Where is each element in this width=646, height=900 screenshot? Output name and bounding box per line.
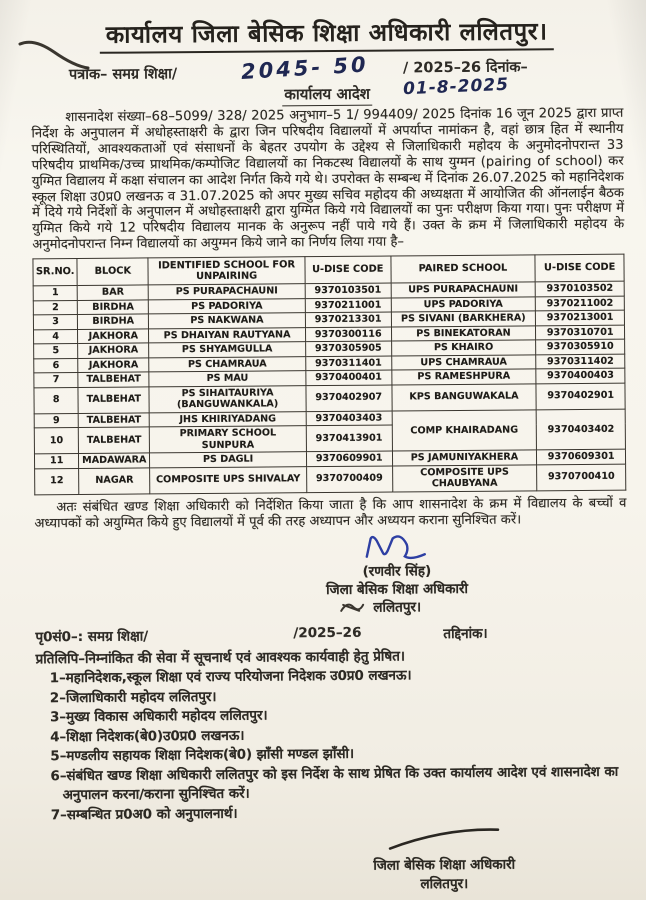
endorsement-number-label: पृ0सं0–: समग्र शिक्षा/ (35, 628, 149, 646)
cell-paired-udise-code: 9370700410 (537, 464, 626, 491)
cell-block: TALBEHAT (78, 372, 149, 387)
cell-block: BIRDHA (78, 314, 149, 329)
cell-paired-udise-code: 9370609301 (537, 449, 626, 464)
officer-place: ललितपुर। (373, 599, 422, 617)
cell-identified-school: PS PURAPACHAUNI (148, 284, 305, 300)
order-paragraph: शासनादेश संख्या–68–5099/ 328/ 2025 अनुभाग–5 1/ 994409/ 2025 दिनांक 16 जून 2025 द्वारा प्राप्त निर्देश के अनुपालन में अधोहस्ताक्षरी के द्वारा जिन परिषदीय विद्यालयों में अपर्याप्त नामांकन है, वहां छात्र हित में स्थानीय परिस्थितियों, आवश्यकताओं एवं संसाधनों के बेहतर उपयोग के उद्देश्य से जिलाधिकारी महोदय के अनुमोदनोपरान्त 33 परिषदीय प्राथमिक/उच्च प्राथमिक/कम्पोजिट विद्यालयों का निकटस्थ विद्यालयों के साथ युग्मन (pairing of school) कर युग्मित विद्यालय में कक्षा संचालन का आदेश निर्गत किये गये थे। उपरोक्त के सम्बन्ध में दिनांक 26.07.2025 को महानिदेशक स्कूल शिक्षा उ0प्र0 लखनऊ व 31.07.2025 को अपर मुख्य सचिव महोदय की अध्यक्षता में आयोजित की ऑनलाईन बैठक में दिये गये निर्देशों के अनुपालन में अधोहस्ताक्षरी द्वारा युग्मित किये गये विद्यालयों का पुनः परीक्षण किया गया। पुनः परीक्षण में युग्मित किये गये 12 परिषदीय विद्यालय मानक के अनुरूप नहीं पाये गये हैं। उक्त के क्रम में जिलाधिकारी महोदय के अनुमोदनोपरान्त निम्न विद्यालयों का अयुग्मन किये जाने का निर्णय लिया गया है– (31, 105, 625, 253)
cell-paired-udise-code: 9370213001 (536, 310, 625, 325)
office-title: कार्यालय जिला बेसिक शिक्षा अधिकारी ललितपुर। (100, 14, 554, 54)
letter-year-label: / 2025–26 दिनांक– (402, 59, 528, 77)
cell-block: BAR (77, 285, 148, 300)
cell-srno: 8 (34, 387, 79, 413)
cell-paired-school: PS JAMUNIYAKHERA (392, 450, 537, 466)
bottom-designation: जिला बेसिक शिक्षा अधिकारी (373, 857, 516, 875)
cell-paired-school: PS RAMESHPURA (391, 369, 536, 385)
officer-place-row (287, 598, 507, 618)
header-identified-school: IDENTIFIED SCHOOL FOR UNPAIRING (148, 257, 305, 285)
document-content (31, 14, 630, 898)
cell-identified-school: PS DHAIYAN RAUTYANA (149, 327, 306, 343)
cell-identified-school: PS PADORIYA (148, 298, 305, 314)
cell-srno: 1 (33, 286, 77, 301)
cell-udise-code: 9370300116 (305, 327, 391, 342)
distribution-item: 6–संबंधित खण्ड शिक्षा अधिकारी ललितपुर को इस निर्देश के साथ प्रेषित कि उक्त कार्यालय आदेश एवं शासनादेश का अनुपालन करना/कराना सुनिश्चित करें। (50, 764, 619, 804)
signature-block-bottom (344, 824, 545, 896)
signature-block-officer (287, 530, 508, 618)
cell-identified-school: PRIMARY SCHOOL SUNPURA (149, 426, 306, 453)
cell-udise-code: 9370700409 (306, 466, 392, 493)
cell-block: TALBEHAT (78, 387, 149, 414)
header-paired-udise-code: U-DISE CODE (535, 254, 624, 282)
cell-identified-school: COMPOSITE UPS SHIVALAY (150, 466, 307, 493)
cell-identified-school: PS CHAMRAUA (149, 356, 306, 372)
cell-identified-school: PS NAKWANA (149, 313, 306, 329)
cell-srno: 5 (34, 344, 78, 359)
cell-identified-school: JHS KHIRIYADANG (149, 411, 306, 427)
cell-block: BIRDHA (78, 300, 149, 315)
cell-srno: 6 (34, 358, 78, 373)
officer-designation: जिला बेसिक शिक्षा अधिकारी (326, 581, 469, 599)
cell-srno: 9 (34, 413, 78, 428)
cell-paired-school: UPS PURAPACHAUNI (391, 282, 536, 298)
distribution-list (36, 665, 629, 826)
cell-udise-code: 9370213301 (305, 312, 391, 327)
pairing-table-body (33, 281, 626, 494)
cell-paired-school: COMP KHAIRADANG (392, 410, 537, 452)
cell-paired-udise-code: 9370403402 (536, 409, 625, 450)
cell-udise-code: 9370400401 (306, 370, 392, 385)
signature-slash-icon (384, 824, 504, 851)
ink-flourish-icon (339, 599, 365, 615)
endorsement-year: /2025–26 (293, 625, 362, 642)
cell-udise-code: 9370403403 (306, 411, 392, 426)
letter-number-label: पत्रांक– समग्र शिक्षा/ (68, 66, 178, 84)
cell-paired-school: UPS CHAMRAUA (391, 355, 536, 371)
cell-srno: 4 (33, 329, 77, 344)
cell-paired-udise-code: 9370400403 (536, 368, 625, 383)
cell-udise-code: 9370609901 (306, 451, 392, 466)
cell-srno: 10 (34, 428, 79, 454)
endorsement-reference-line (35, 623, 627, 648)
cell-paired-school: KPS BANGUWAKALA (391, 384, 536, 411)
cell-block: JAKHORA (78, 343, 149, 358)
signature-scribble-icon (361, 531, 433, 566)
cell-paired-udise-code: 9370305910 (536, 339, 625, 354)
header-block: BLOCK (77, 258, 148, 286)
cell-identified-school: PS SIHAITAURIYA (BANGUWANKALA) (149, 385, 306, 412)
cell-block: TALBEHAT (78, 413, 149, 428)
distribution-item: 2–जिलाधिकारी महोदय ललितपुर। (49, 689, 217, 707)
distribution-item: 3–मुख्य विकास अधिकारी महोदय ललितपुर। (49, 708, 268, 726)
cell-paired-school: COMPOSITE UPS CHAUBYANA (392, 465, 537, 492)
bottom-place: ललितपुर। (420, 876, 469, 893)
cell-block: JAKHORA (78, 329, 149, 344)
order-heading: कार्यालय आदेश (282, 84, 372, 107)
cell-udise-code: 9370413901 (306, 425, 392, 452)
distribution-item: 4–शिक्षा निदेशक(बे0)उ0प्र0 लखनऊ। (50, 728, 245, 746)
cell-block: MADAWARA (79, 453, 150, 468)
cell-srno: 3 (33, 315, 77, 330)
letter-year-date (403, 56, 623, 98)
distribution-item: 5–मण्डलीय सहायक शिक्षा निदेशक(बे0) झाँसी मण्डल झाँसी। (50, 747, 355, 765)
header-paired-school: PAIRED SCHOOL (390, 255, 535, 283)
cell-srno: 12 (35, 468, 80, 494)
handwritten-letter-number: 2045- 50 (240, 52, 370, 85)
cell-paired-school: UPS PADORIYA (391, 297, 536, 313)
cell-udise-code: 9370311401 (306, 356, 392, 371)
cell-paired-udise-code: 9370402901 (536, 383, 625, 410)
header-udise-code: U-DISE CODE (305, 256, 391, 284)
cell-udise-code: 9370305905 (305, 341, 391, 356)
cell-paired-school: PS KHAIRO (391, 340, 536, 356)
cell-udise-code: 9370211001 (305, 298, 391, 313)
cell-paired-udise-code: 9370311402 (536, 354, 625, 369)
distribution-item: 1–महानिदेशक,स्कूल शिक्षा एवं राज्य परियोजना निदेशक उ0प्र0 लखनऊ। (49, 668, 412, 687)
cell-paired-udise-code: 9370211002 (536, 296, 625, 311)
distribution-item: 7–सम्बन्धित प्र0अ0 को अनुपालनार्थ। (50, 806, 238, 824)
school-pairing-table (32, 254, 626, 495)
officer-name: (रणवीर सिंह) (362, 563, 432, 581)
cell-block: NAGAR (79, 468, 150, 495)
cell-block: JAKHORA (78, 358, 149, 373)
handwritten-date: 01-8-2025 (402, 74, 510, 100)
endorsement-same-date: तद्दिनांक। (443, 626, 488, 643)
instruction-paragraph: अतः संबंधित खण्ड शिक्षा अधिकारी को निर्देशित किया जाता है कि आप शासनादेश के क्रम में विद्यालय के बच्चों व अध्यापकों को अयुग्मित किये हुए विद्यालयों में पूर्व की तरह अध्यापन और अध्ययन कराना सुनिश्चित करें। (34, 495, 627, 531)
cell-paired-udise-code: 9370310701 (536, 325, 625, 340)
cell-paired-udise-code: 9370103502 (535, 281, 624, 296)
cell-srno: 2 (33, 300, 77, 315)
copy-forwarding-line: प्रतिलिपि–निम्नांकित की सेवा में सूचनार्थ एवं आवश्यक कार्यवाही हेतु प्रेषित। (35, 648, 406, 668)
header-srno: SR.NO. (33, 259, 78, 286)
cell-paired-school: PS SIVANI (BARKHERA) (391, 311, 536, 327)
cell-identified-school: PS MAU (149, 371, 306, 387)
cell-block: TALBEHAT (79, 427, 150, 454)
table-row (35, 464, 626, 495)
cell-identified-school: PS SHYAMGULLA (149, 342, 306, 358)
cell-srno: 11 (34, 454, 78, 469)
cell-identified-school: PS DAGLI (150, 452, 307, 468)
cell-udise-code: 9370402907 (306, 385, 392, 412)
cell-paired-school: PS BINEKATORAN (391, 326, 536, 342)
cell-udise-code: 9370103501 (305, 283, 391, 298)
cell-srno: 7 (34, 373, 78, 388)
